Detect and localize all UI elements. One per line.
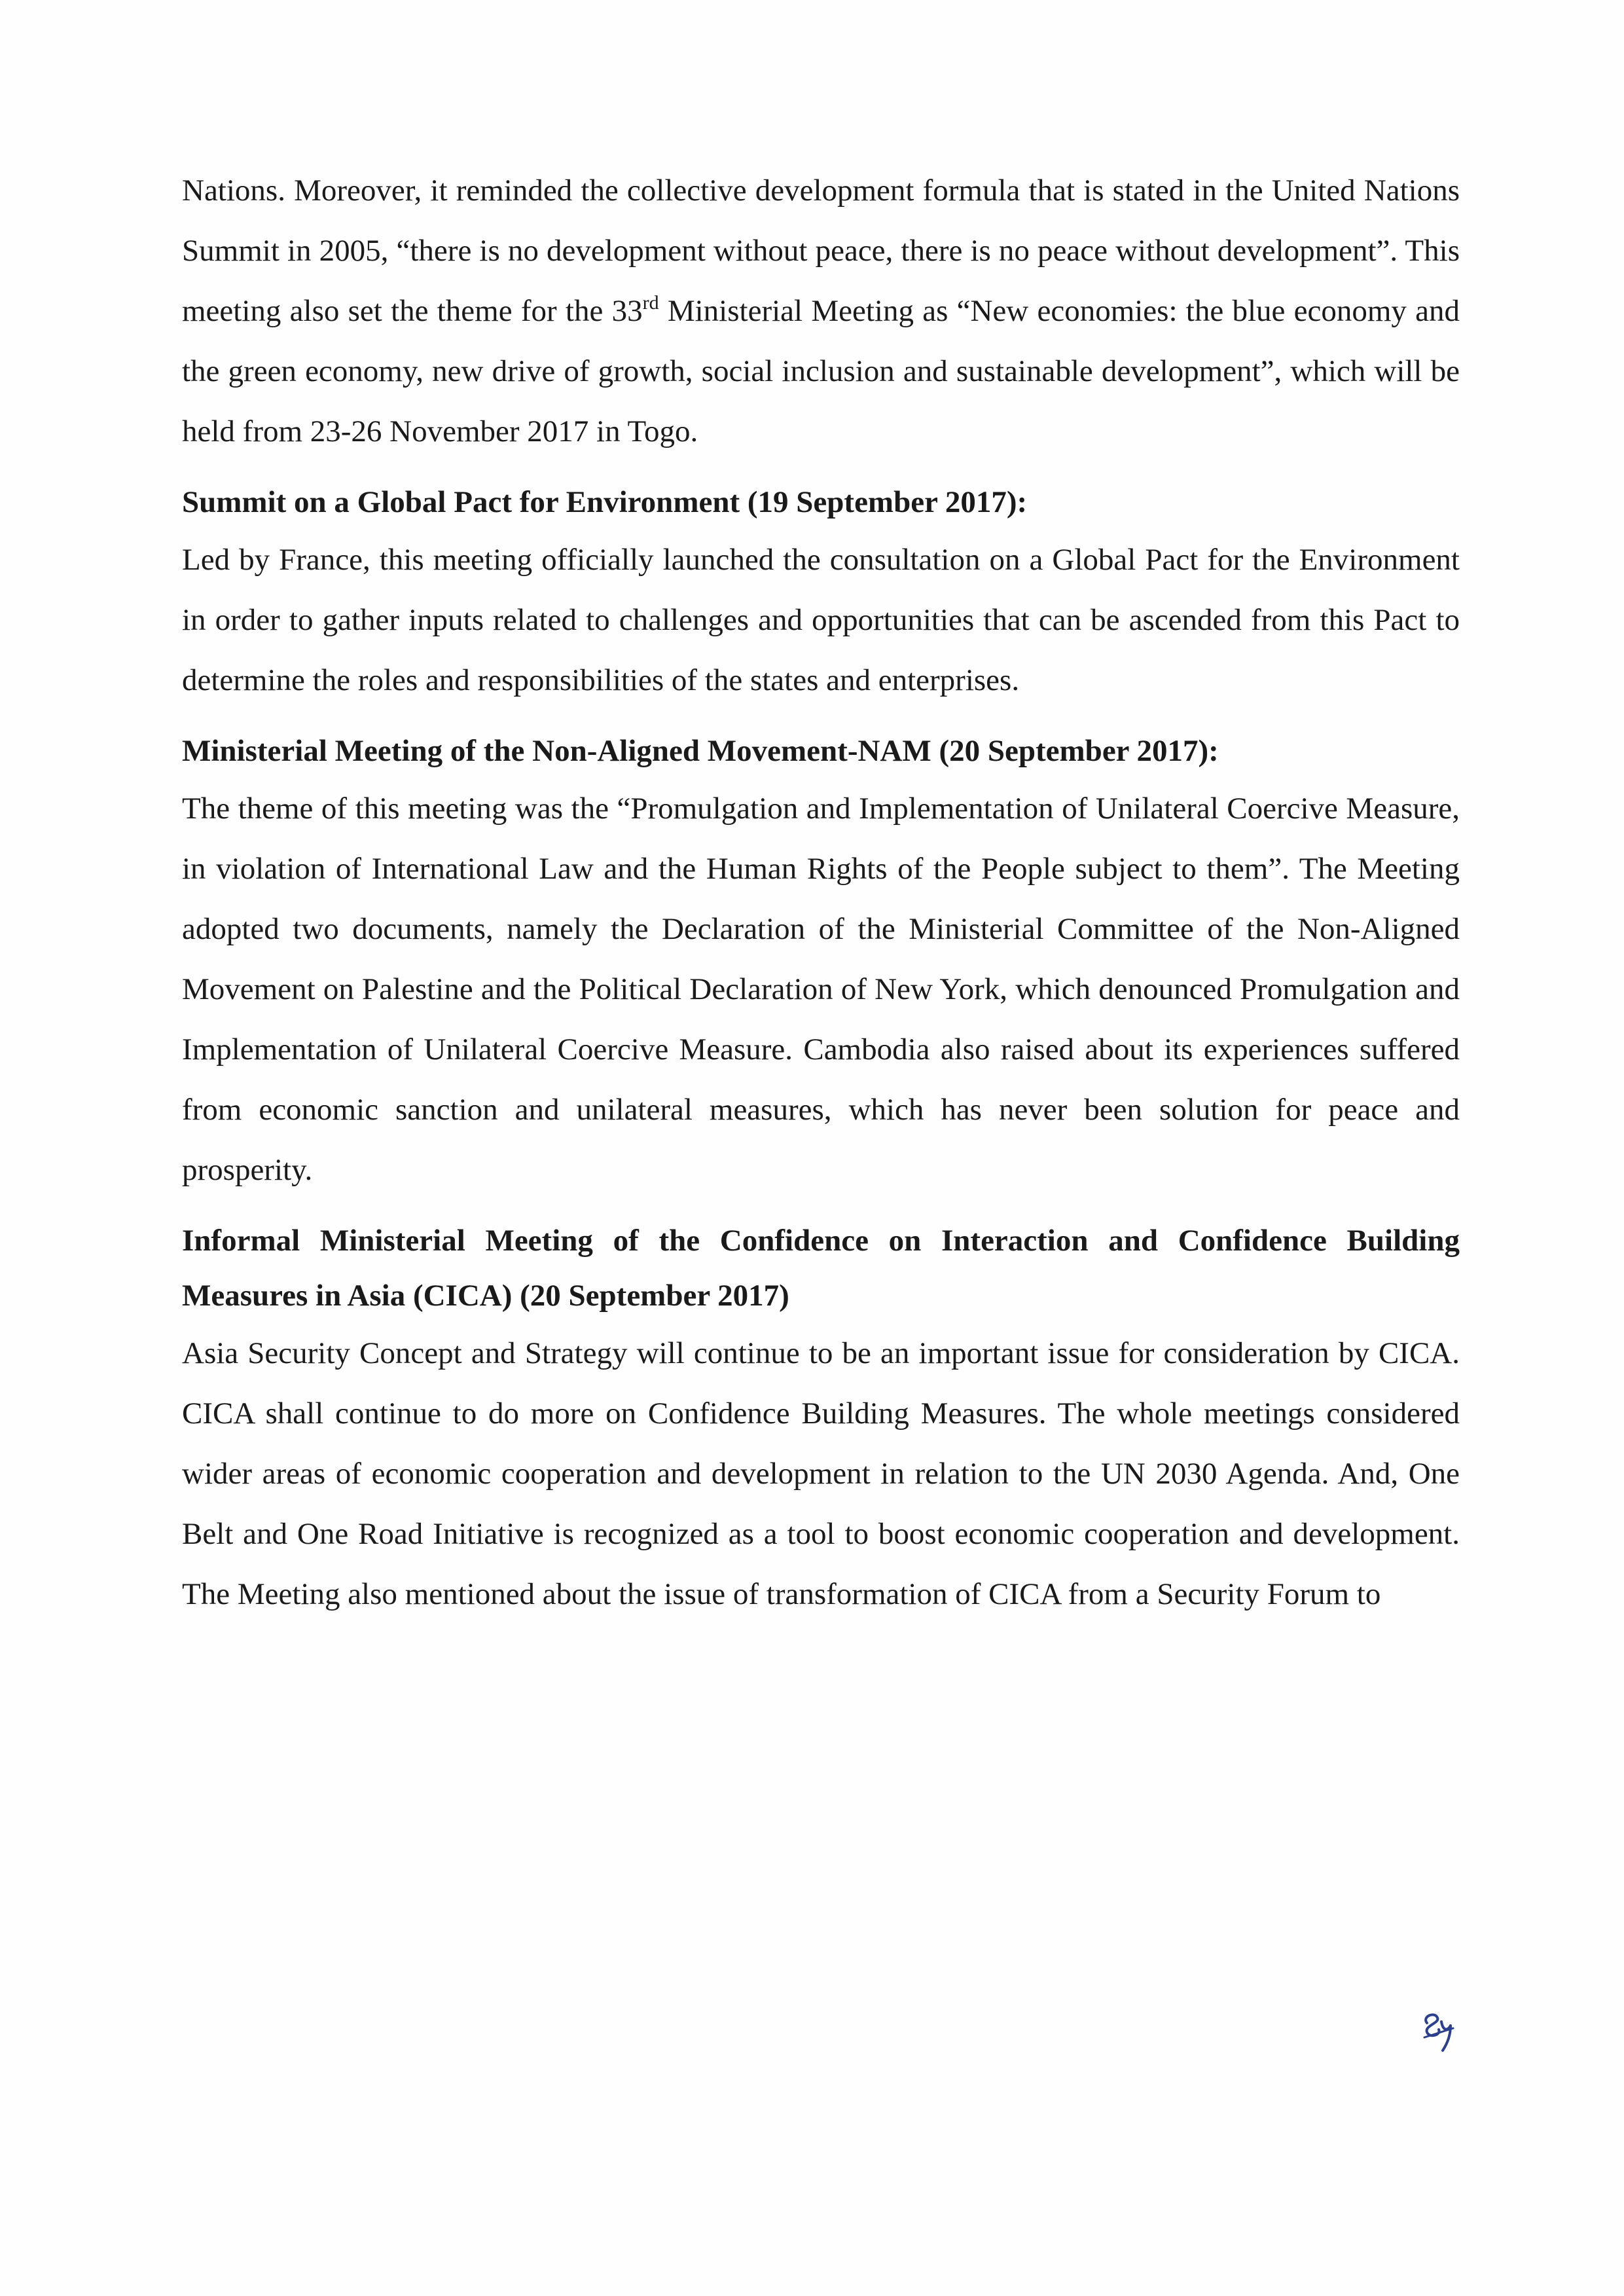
section-heading: Informal Ministerial Meeting of the Confidence on Interaction and Confidence Building Measures in Asia (CICA) (20 September 2017) bbox=[182, 1224, 1460, 1313]
intro-superscript: rd bbox=[642, 292, 659, 314]
section-cica-meeting bbox=[182, 1213, 1460, 1624]
section-nam-meeting bbox=[182, 723, 1460, 1200]
intro-paragraph bbox=[182, 160, 1460, 462]
intro-text-part-2: Ministerial Meeting as “New economies: the blue economy and the green economy, new drive of growth, social inclusion and sustainable development”, which will be held from 23-26 November 2017 in Togo. bbox=[182, 294, 1460, 448]
section-heading: Ministerial Meeting of the Non-Aligned Movement-NAM (20 September 2017): bbox=[182, 734, 1219, 768]
section-body: The theme of this meeting was the “Promulgation and Implementation of Unilateral Coercive Measure, in violation of International Law and the Human Rights of the People subject to them”. The Meeting adopted two documents, namely the Declaration of the Ministerial Committee of the Non-Aligned Movement on Palestine and the Political Declaration of New York, which denounced Promulgation and Implementation of Unilateral Coercive Measure. Cambodia also raised about its experiences suffered from economic sanction and unilateral measures, which has never been solution for peace and prosperity. bbox=[182, 792, 1460, 1187]
section-heading: Summit on a Global Pact for Environment (19 September 2017): bbox=[182, 485, 1028, 519]
handwritten-initials-signature bbox=[1413, 2003, 1465, 2056]
section-global-pact bbox=[182, 475, 1460, 710]
section-body: Asia Security Concept and Strategy will continue to be an important issue for consideration by CICA. CICA shall continue to do more on Confidence Building Measures. The whole meetings considered wider areas of economic cooperation and development in relation to the UN 2030 Agenda. And, One Belt and One Road Initiative is recognized as a tool to boost economic cooperation and development. The Meeting also mentioned about the issue of transformation of CICA from a Security Forum to bbox=[182, 1336, 1460, 1611]
section-body: Led by France, this meeting officially launched the consultation on a Global Pact for the Environment in order to gather inputs related to challenges and opportunities that can be ascended from this Pact to determine the roles and responsibilities of the states and enterprises. bbox=[182, 543, 1460, 697]
document-body bbox=[182, 160, 1460, 1624]
intro-text-part-1: Nations. Moreover, it reminded the collective development formula that is stated in the United Nations Summit in 2005, “there is no development without peace, there is no peace without development”. This meeting also set the theme for the 33 bbox=[182, 173, 1460, 328]
